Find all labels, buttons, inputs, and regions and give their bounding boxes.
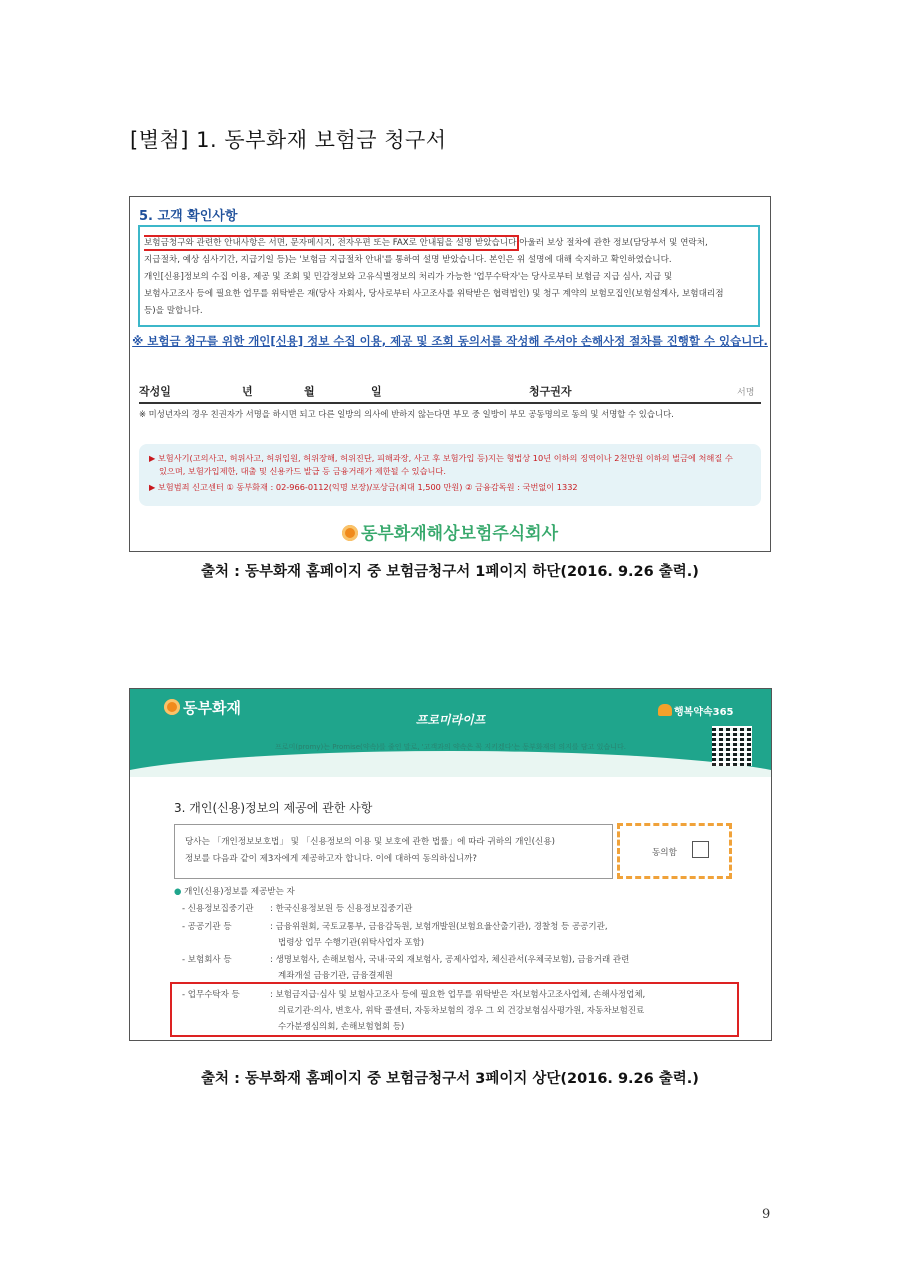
promise-text: 행복약속365 bbox=[674, 707, 734, 718]
company-name: 동부화재해상보험주식회사 bbox=[360, 524, 559, 544]
list-item-text: 의료기관·의사, 변호사, 위탁 콜센터, 자동차보험의 경우 그 외 건강보험심사평가원, 자동차보험진료 bbox=[278, 1006, 645, 1016]
fraud-warning-box bbox=[139, 444, 761, 506]
list-item: - 보험회사 등 bbox=[182, 955, 232, 965]
list-item-text: 수가분쟁심의회, 손해보험협회 등) bbox=[278, 1022, 405, 1032]
list-item-text: : 보험금지급·심사 및 보험사고조사 등에 필요한 업무를 위탁받은 자(보험사고조사업체, 손해사정업체, bbox=[270, 990, 646, 1000]
promy-life-title: 프로미라이프 bbox=[415, 713, 486, 727]
check-line-1-rest: 아울러 보상 절차에 관한 정보(담당부서 및 연락처, bbox=[516, 238, 708, 248]
flower-icon bbox=[342, 525, 358, 541]
brand-name: 동부화재 bbox=[183, 699, 241, 717]
year-label: 년 bbox=[242, 385, 253, 398]
consent-line-2: 정보를 다음과 같이 제3자에게 제공하고자 합니다. 이에 대하여 동의하십니까? bbox=[185, 854, 477, 864]
figure-claim-form-page1 bbox=[129, 196, 771, 552]
signature-row bbox=[139, 378, 761, 404]
warning-line-2: 있으며, 보험가입제한, 대출 및 신용카드 발급 등 금융거래가 제한될 수 있습니다. bbox=[159, 466, 446, 476]
check-line-2: 지급절차, 예상 심사기간, 지급기일 등)는 '보험금 지급절차 안내'를 통하여 설명 받았습니다. 본인은 위 설명에 대해 숙지하고 확인하였습니다. bbox=[144, 255, 672, 265]
list-item: - 업무수탁자 등 bbox=[182, 990, 240, 1000]
claimant-label: 청구권자 bbox=[529, 385, 572, 398]
agree-box bbox=[617, 823, 732, 879]
minor-note: ※ 미성년자의 경우 친권자가 서명을 하시면 되고 다른 일방의 의사에 반하지 않는다면 부모 중 일방이 부모 공동명의로 동의 및 서명할 수 있습니다. bbox=[139, 409, 674, 419]
list-item-text: 계좌개설 금융기관, 금융결제원 bbox=[278, 971, 393, 981]
agree-label: 동의함 bbox=[652, 848, 677, 858]
company-logo bbox=[130, 519, 770, 544]
customer-check-heading: 5. 고객 확인사항 bbox=[139, 209, 238, 224]
consent-notice: ※ 보험금 청구를 위한 개인[신용] 정보 수집 이용, 제공 및 조회 동의서를 작성해 주셔야 손해사정 절차를 진행할 수 있습니다. bbox=[132, 334, 768, 348]
highlighted-notice: 보험금청구와 관련한 안내사항은 서면, 문자메시지, 전자우편 또는 FAX로 안내됨을 설명 받았습니다 bbox=[144, 238, 517, 248]
list-heading: 개인(신용)정보를 제공받는 자 bbox=[184, 887, 295, 897]
figure-claim-form-page3 bbox=[129, 688, 772, 1041]
caption-figure-1: 출처 : 동부화재 홈페이지 중 보험금청구서 1페이지 하단(2016. 9.26 출력.) bbox=[201, 564, 699, 580]
date-label: 작성일 bbox=[139, 385, 171, 398]
promise-365-logo bbox=[658, 703, 734, 718]
page-title: [별첨] 1. 동부화재 보험금 청구서 bbox=[130, 128, 447, 152]
bullet-icon: ● bbox=[174, 887, 185, 897]
qr-code-pattern bbox=[712, 726, 752, 766]
warning-line-1: ▶ 보험사기(고의사고, 허위사고, 허위입원, 허위장해, 허위진단, 피해과장, 사고 후 보험가입 등)지는 형법상 10년 이하의 징역이나 2천만원 이하의 벌금에 처해질 수 bbox=[149, 453, 733, 463]
list-item-text: 법령상 업무 수행기관(위탁사업자 포함) bbox=[278, 938, 425, 948]
list-item-text: : 생명보험사, 손해보험사, 국내·국외 재보험사, 공제사업자, 체신관서(우체국보험), 금융거래 관련 bbox=[270, 955, 630, 965]
warning-line-3: ▶ 보험범죄 신고센터 ① 동부화재 : 02-966-0112(익명 보장)/포상금(최대 1,500 만원) ② 금융감독원 : 국번없이 1332 bbox=[149, 482, 578, 492]
list-item-text: : 한국신용정보원 등 신용정보집중기관 bbox=[270, 904, 413, 914]
highlight-trustee-box bbox=[170, 982, 739, 1037]
list-item: - 공공기관 등 bbox=[182, 922, 232, 932]
list-item-text: : 금융위원회, 국토교통부, 금융감독원, 보험개발원(보험요율산출기관), 경찰청 등 공공기관, bbox=[270, 922, 608, 932]
heart-icon bbox=[658, 704, 672, 716]
page-number: 9 bbox=[762, 1207, 771, 1222]
day-label: 일 bbox=[371, 385, 382, 398]
consent-line-1: 당사는 「개인정보보호법」 및 「신용정보의 이용 및 보호에 관한 법률」에 따라 귀하의 개인(신용) bbox=[185, 837, 555, 847]
check-line-3: 개인[신용]정보의 수집 이용, 제공 및 조회 및 민감정보와 고유식별정보의 처리가 가능한 '업무수탁자'는 당사로부터 보험금 지급 심사, 지급 및 bbox=[144, 272, 673, 282]
agree-checkbox[interactable] bbox=[692, 841, 709, 858]
signature-label: 서명 bbox=[737, 388, 755, 398]
list-item: - 신용정보집중기관 bbox=[182, 904, 254, 914]
section-title: 3. 개인(신용)정보의 제공에 관한 사항 bbox=[174, 801, 373, 815]
consent-box bbox=[174, 824, 613, 879]
promy-subtitle: 프로미(promy)는 Promise(약속)를 줄인 말로, '고객과의 약속은 꼭 지키겠다'는 동부화재의 의지를 담고 있습니다. bbox=[275, 743, 626, 751]
check-line-5: 등)을 말합니다. bbox=[144, 306, 203, 316]
caption-figure-2: 출처 : 동부화재 홈페이지 중 보험금청구서 3페이지 상단(2016. 9.26 출력.) bbox=[201, 1071, 699, 1087]
customer-check-text bbox=[144, 235, 756, 320]
check-line-4: 보험사고조사 등에 필요한 업무를 위탁받은 재(당사 자회사, 당사로부터 사고조사를 위탁받은 협력법인) 및 청구 계약의 보험모집인(보험설계사, 보험대리점 bbox=[144, 289, 724, 299]
month-label: 월 bbox=[304, 385, 315, 398]
